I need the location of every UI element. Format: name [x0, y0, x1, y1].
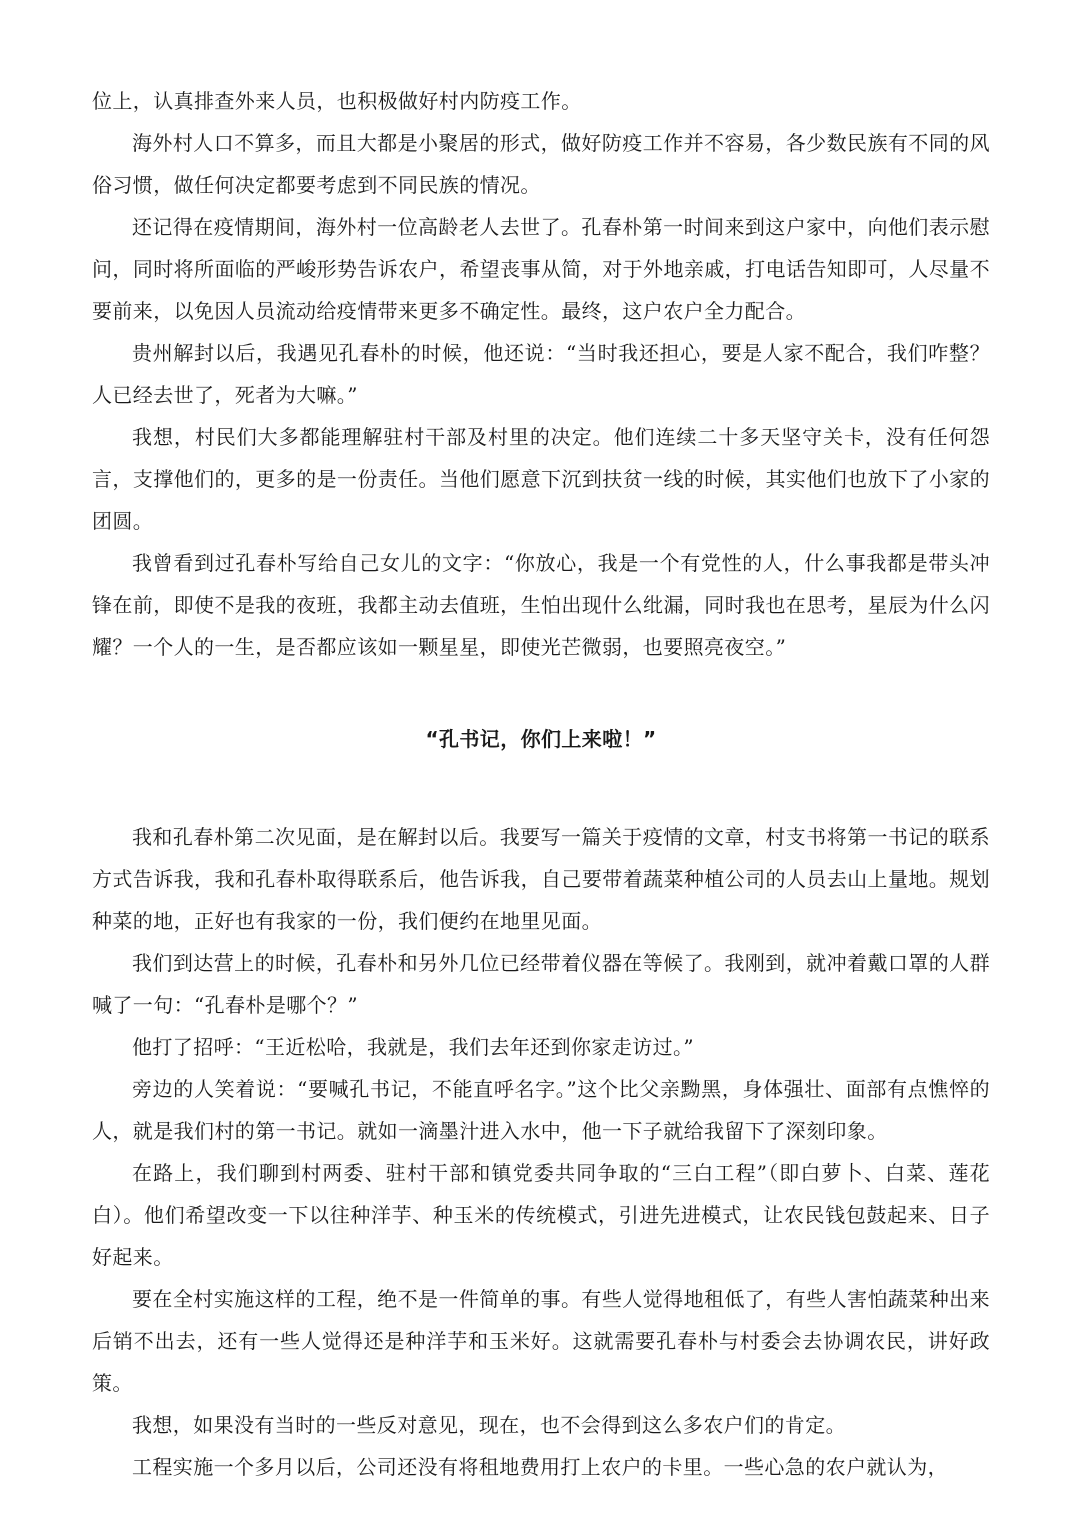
paragraph: 我想，如果没有当时的一些反对意见，现在，也不会得到这么多农户们的肯定。: [132, 1413, 846, 1437]
paragraph: 我想，村民们大多都能理解驻村干部及村里的决定。他们连续二十多天坚守关卡，没有任何怨言，支撑他们的，更多的是一份责任。当他们愿意下沉到扶贫一线的时候，其实他们也放下了小家的团圆。: [92, 425, 990, 533]
paragraph: 工程实施一个多月以后，公司还没有将租地费用打上农户的卡里。一些心急的农户就认为，: [132, 1455, 948, 1479]
paragraph: 我曾看到过孔春朴写给自己女儿的文字：“你放心，我是一个有党性的人，什么事我都是带头冲锋在前，即使不是我的夜班，我都主动去值班，生怕出现什么纰漏，同时我也在思考，星辰为什么闪耀？一个人的一生，是否都应该如一颗星星，即使光芒微弱，也要照亮夜空。”: [92, 551, 990, 659]
paragraph: 他打了招呼：“王近松哈，我就是，我们去年还到你家走访过。”: [132, 1035, 695, 1059]
paragraph: 旁边的人笑着说：“要喊孔书记，不能直呼名字。”这个比父亲黝黑，身体强壮、面部有点憔悴的人，就是我们村的第一书记。就如一滴墨汁进入水中，他一下子就给我留下了深刻印象。: [92, 1077, 990, 1143]
paragraph: 还记得在疫情期间，海外村一位高龄老人去世了。孔春朴第一时间来到这户家中，向他们表示慰问，同时将所面临的严峻形势告诉农户，希望丧事从简，对于外地亲戚，打电话告知即可，人尽量不要前来，以免因人员流动给疫情带来更多不确定性。最终，这户农户全力配合。: [92, 215, 990, 323]
spacer: [92, 668, 990, 718]
paragraph: 贵州解封以后，我遇见孔春朴的时候，他还说：“当时我还担心，要是人家不配合，我们咋整？人已经去世了，死者为大嘛。”: [92, 341, 990, 407]
paragraph: 海外村人口不算多，而且大都是小聚居的形式，做好防疫工作并不容易，各少数民族有不同的风俗习惯，做任何决定都要考虑到不同民族的情况。: [92, 131, 990, 197]
paragraph: 在路上，我们聊到村两委、驻村干部和镇党委共同争取的“三白工程”（即白萝卜、白菜、莲花白）。他们希望改变一下以往种洋芋、种玉米的传统模式，引进先进模式，让农民钱包鼓起来、日子好起来。: [92, 1161, 990, 1269]
spacer: [92, 760, 990, 816]
document-page: [92, 80, 990, 1488]
paragraph: 位上，认真排查外来人员，也积极做好村内防疫工作。: [92, 89, 582, 113]
paragraph: 我和孔春朴第二次见面，是在解封以后。我要写一篇关于疫情的文章，村支书将第一书记的联系方式告诉我，我和孔春朴取得联系后，他告诉我，自己要带着蔬菜种植公司的人员去山上量地。规划种菜的地，正好也有我家的一份，我们便约在地里见面。: [92, 825, 990, 933]
paragraph: 要在全村实施这样的工程，绝不是一件简单的事。有些人觉得地租低了，有些人害怕蔬菜种出来后销不出去，还有一些人觉得还是种洋芋和玉米好。这就需要孔春朴与村委会去协调农民，讲好政策。: [92, 1287, 990, 1395]
paragraph: 我们到达营上的时候，孔春朴和另外几位已经带着仪器在等候了。我刚到，就冲着戴口罩的人群喊了一句：“孔春朴是哪个？”: [92, 951, 990, 1017]
section-heading: “孔书记，你们上来啦！”: [425, 727, 657, 751]
